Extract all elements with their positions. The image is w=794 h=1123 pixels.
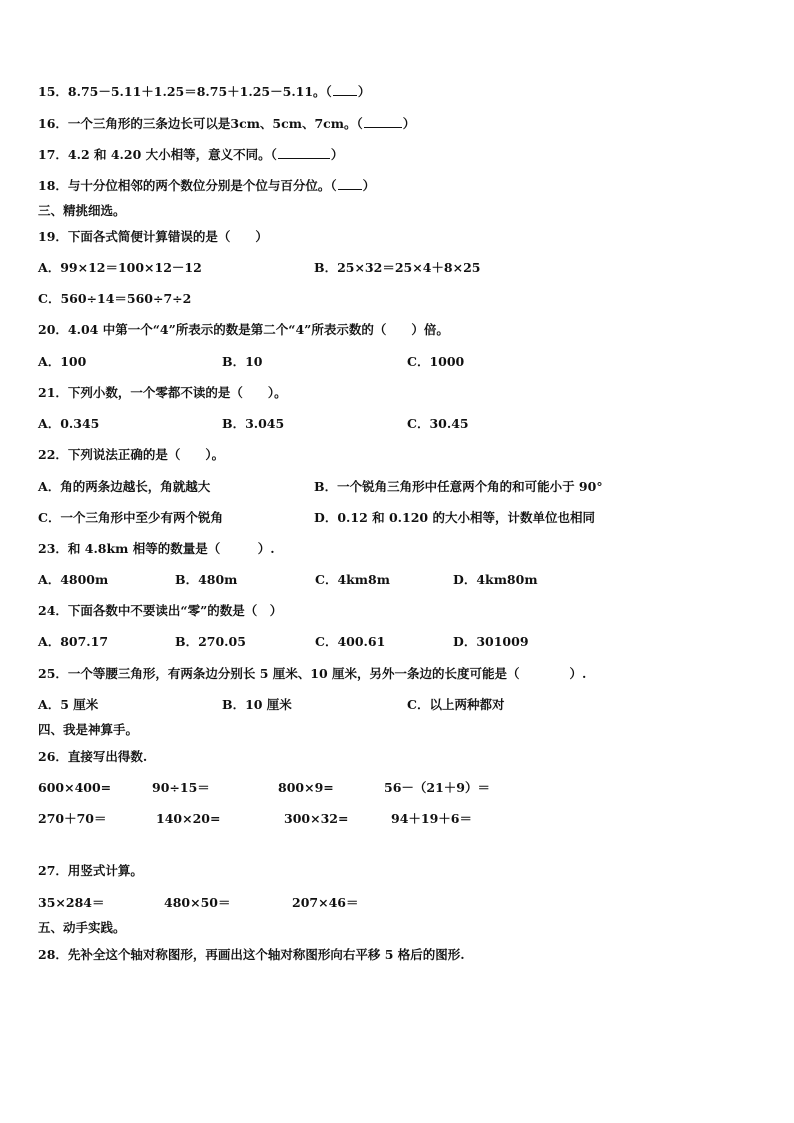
question-23-stem: 23．和 4.8km 相等的数量是（ ）.	[38, 541, 275, 556]
calc-item: 600×400=	[38, 780, 112, 795]
question-22-stem: 22．下列说法正确的是（ ）。	[38, 447, 225, 462]
option-c[interactable]: C．一个三角形中至少有两个锐角	[38, 510, 223, 525]
option-a[interactable]: A．4800m	[38, 572, 109, 587]
calc-item: 480×50＝	[164, 895, 231, 910]
question-16-tail: ）	[402, 116, 416, 131]
option-a[interactable]: A．99×12＝100×12－12	[38, 260, 202, 275]
question-28-stem: 28．先补全这个轴对称图形，再画出这个轴对称图形向右平移 5 格后的图形.	[38, 947, 465, 962]
section-heading-4: 四、我是神算手。	[38, 722, 139, 737]
calc-item: 270＋70＝	[38, 811, 107, 826]
question-15-tail: ）	[357, 84, 371, 99]
question-26-stem: 26．直接写出得数.	[38, 749, 148, 764]
question-27-stem: 27．用竖式计算。	[38, 863, 143, 878]
option-b[interactable]: B．10 厘米	[222, 697, 292, 712]
question-20-stem: 20．4.04 中第一个“4”所表示的数是第二个“4”所表示数的（ ）倍。	[38, 322, 449, 337]
answer-blank[interactable]	[333, 83, 357, 96]
calc-item: 56－（21＋9）＝	[384, 780, 490, 795]
calc-item: 300×32=	[284, 811, 349, 826]
answer-blank[interactable]	[278, 146, 330, 159]
question-24-stem: 24．下面各数中不要读出“零”的数是（ ）	[38, 603, 283, 618]
option-b[interactable]: B．10	[222, 354, 263, 369]
option-c[interactable]: C．4km8m	[315, 572, 390, 587]
question-17-text: 17．4.2 和 4.20 大小相等，意义不同。（	[38, 147, 277, 162]
question-16	[38, 115, 415, 132]
option-b[interactable]: B．480m	[175, 572, 238, 587]
option-c[interactable]: C．以上两种都对	[407, 697, 505, 712]
calc-item: 94＋19＋6＝	[391, 811, 472, 826]
answer-blank[interactable]	[364, 115, 402, 128]
option-d[interactable]: D．4km80m	[453, 572, 538, 587]
question-18-text: 18．与十分位相邻的两个数位分别是个位与百分位。（	[38, 178, 337, 193]
question-15-text: 15．8.75－5.11＋1.25＝8.75＋1.25－5.11。（	[38, 84, 332, 99]
section-heading-5: 五、动手实践。	[38, 920, 126, 935]
option-c[interactable]: C．400.61	[315, 634, 386, 649]
option-c[interactable]: C．560÷14＝560÷7÷2	[38, 291, 192, 306]
option-b[interactable]: B．270.05	[175, 634, 246, 649]
option-c[interactable]: C．1000	[407, 354, 465, 369]
calc-item: 140×20=	[156, 811, 221, 826]
option-b[interactable]: B．3.045	[222, 416, 285, 431]
question-21-stem: 21．下列小数，一个零都不读的是（ ）。	[38, 385, 287, 400]
question-16-text: 16．一个三角形的三条边长可以是3cm、5cm、7cm。（	[38, 116, 363, 131]
question-17	[38, 146, 343, 163]
option-a[interactable]: A．角的两条边越长，角就越大	[38, 479, 211, 494]
calc-item: 207×46＝	[292, 895, 359, 910]
question-17-tail: ）	[330, 147, 344, 162]
option-a[interactable]: A．100	[38, 354, 87, 369]
question-19-stem: 19．下面各式简便计算错误的是（ ）	[38, 229, 268, 244]
option-d[interactable]: D．0.12 和 0.120 的大小相等，计数单位也相同	[314, 510, 595, 525]
option-b[interactable]: B．一个锐角三角形中任意两个角的和可能小于 90°	[314, 479, 603, 494]
question-18	[38, 177, 375, 194]
option-d[interactable]: D．301009	[453, 634, 529, 649]
calc-item: 35×284＝	[38, 895, 105, 910]
option-b[interactable]: B．25×32＝25×4＋8×25	[314, 260, 481, 275]
calc-item: 800×9=	[278, 780, 334, 795]
calc-item: 90÷15＝	[152, 780, 210, 795]
option-a[interactable]: A．0.345	[38, 416, 100, 431]
section-heading-3: 三、精挑细选。	[38, 203, 126, 218]
option-c[interactable]: C．30.45	[407, 416, 469, 431]
answer-blank[interactable]	[338, 177, 362, 190]
question-25-stem: 25．一个等腰三角形，有两条边分别长 5 厘米、10 厘米，另外一条边的长度可能是（ ）.	[38, 666, 587, 681]
question-18-tail: ）	[362, 178, 376, 193]
question-15	[38, 83, 370, 100]
option-a[interactable]: A．5 厘米	[38, 697, 99, 712]
option-a[interactable]: A．807.17	[38, 634, 109, 649]
